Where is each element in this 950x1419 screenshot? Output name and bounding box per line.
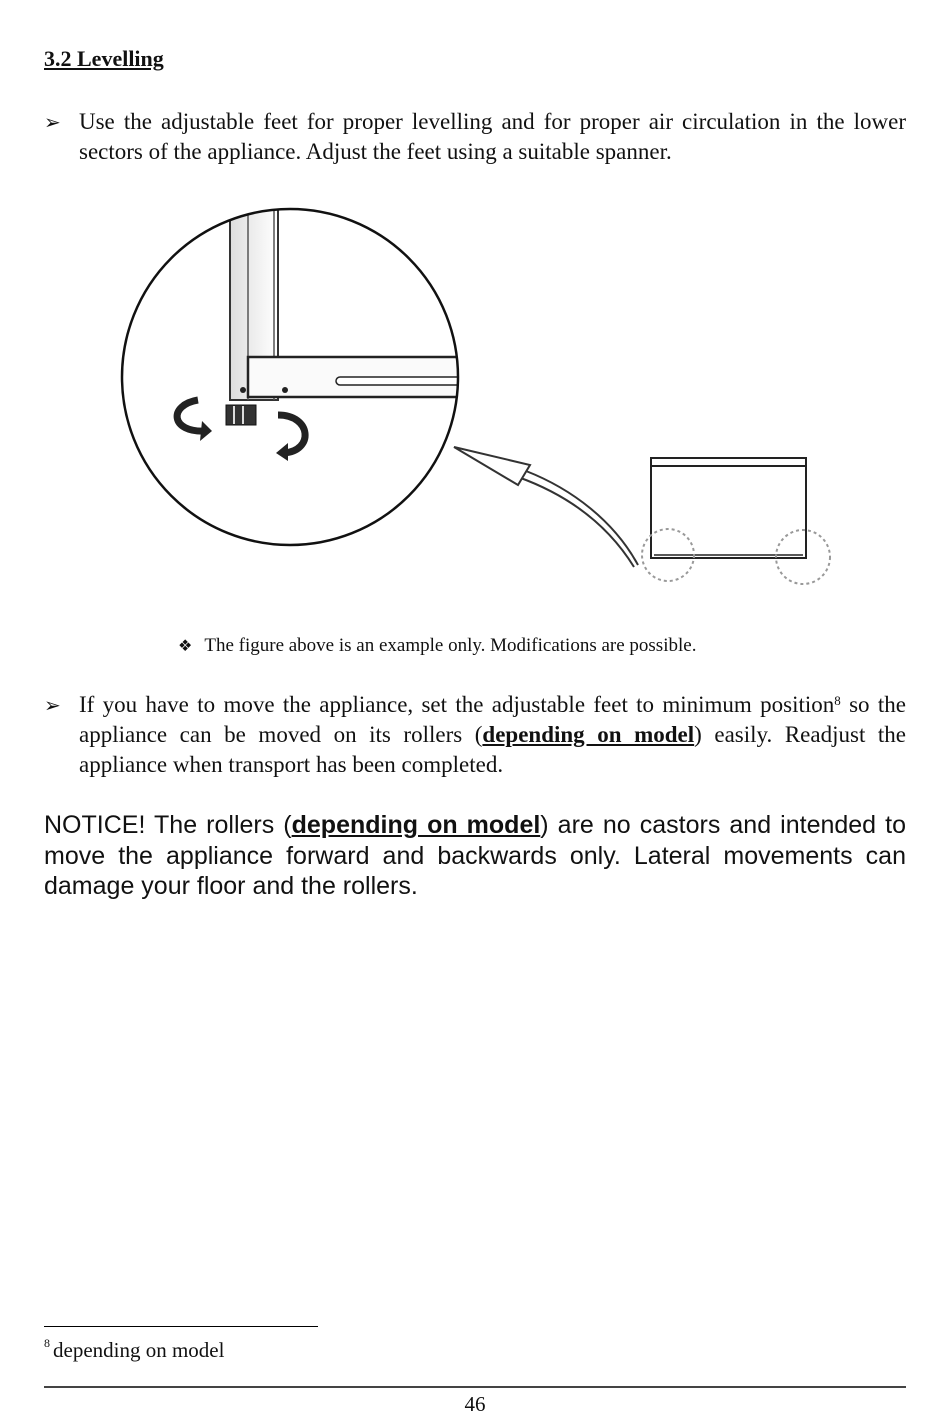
appliance-drawing [642,458,830,584]
bullet-moving-emphasis: depending on model [482,722,695,747]
magnified-detail [177,205,468,461]
bullet-moving-part1: If you have to move the appliance, set the adjustable feet to minimum position [79,692,835,717]
pointer-arrow [518,477,634,567]
notice-part1: The rollers ( [145,811,292,839]
notice-part2: ) are no castors and intended to move the appliance forward and backwards only. Lateral movements can damage your floor and the rollers. [44,811,906,900]
footnote-ref: 8 [834,693,841,708]
bullet-moving-part3: ) easily. Readjust the appliance when transport has been completed. [79,722,906,777]
footnote-rule [44,1326,318,1327]
footnote-text: depending on model [53,1338,225,1362]
figure-caption-text: The figure above is an example only. Modifications are possible. [204,635,697,656]
arrow-bullet-icon: ➢ [44,693,61,717]
page-bottom-rule [44,1386,906,1388]
bullet-levelling-text: Use the adjustable feet for proper levelling and for proper air circulation in the lower sectors of the appliance. Adjust the feet using a suitable spanner. [79,109,906,164]
bullet-levelling [44,107,906,167]
notice-label: NOTICE! [44,811,146,839]
levelling-figure [98,195,838,605]
bullet-moving-text [79,690,906,780]
notice-emphasis: depending on model [291,811,541,839]
bullet-moving-part2: so the appliance can be moved on its rollers ( [79,692,906,747]
diamond-bullet-icon: ❖ [178,636,193,655]
arrow-bullet-icon: ➢ [44,110,61,134]
bullet-moving [44,690,906,780]
footnote [44,1338,224,1363]
figure-caption [178,635,696,657]
section-heading: 3.2 Levelling [44,46,164,71]
notice-paragraph [44,810,906,902]
page-number: 46 [464,1392,486,1416]
footnote-number: 8 [44,1336,50,1350]
